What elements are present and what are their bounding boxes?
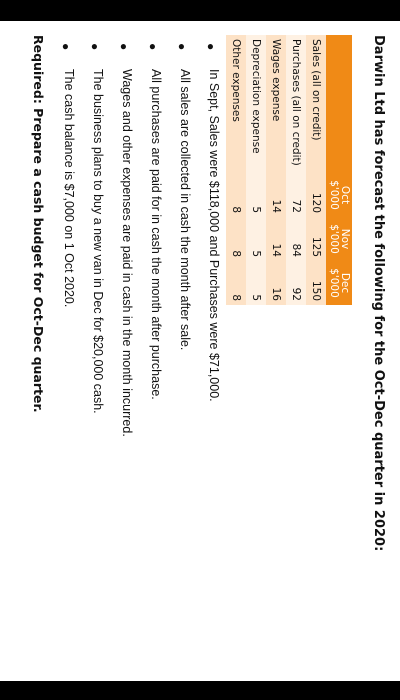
- list-item: [164, 43, 193, 437]
- header-dec: [326, 261, 352, 305]
- table-row-depreciation: [246, 35, 266, 305]
- cell-dec: 5: [246, 261, 266, 305]
- cell-dec: 92: [286, 261, 306, 305]
- rotated-document: [0, 21, 400, 681]
- list-item: [48, 43, 77, 437]
- header-month: Oct: [339, 185, 351, 205]
- header-nov: [326, 217, 352, 261]
- bullet-icon: ●: [146, 43, 160, 51]
- forecast-table: [226, 35, 352, 305]
- cell-dec: 16: [266, 261, 286, 305]
- row-label: Other expenses: [226, 35, 246, 173]
- top-black-border: [0, 0, 400, 21]
- header-unit: $'000: [328, 224, 340, 254]
- table-row-wages: [266, 35, 286, 305]
- cell-nov: 14: [266, 217, 286, 261]
- cell-dec: 8: [226, 261, 246, 305]
- list-item-text: All sales are collected in cash the month after sale.: [178, 69, 192, 351]
- cell-oct: 8: [226, 173, 246, 217]
- bottom-black-border: [0, 681, 400, 700]
- list-item: [193, 43, 222, 437]
- list-item-text: The cash balance is $7,000 on 1 Oct 2020.: [62, 69, 76, 308]
- row-label: Depreciation expense: [246, 35, 266, 173]
- list-item-text: All purchases are paid for in cash the month after purchase.: [149, 69, 163, 400]
- bullet-icon: ●: [88, 43, 102, 51]
- header-unit: $'000: [328, 268, 340, 298]
- cell-nov: 8: [226, 217, 246, 261]
- table-row-other-expenses: [226, 35, 246, 305]
- list-item-text: The business plans to buy a new van in Dec for $20,000 cash.: [91, 69, 105, 414]
- cell-dec: 150: [306, 261, 326, 305]
- header-month: Dec: [339, 272, 351, 294]
- cell-oct: 14: [266, 173, 286, 217]
- cell-oct: 72: [286, 173, 306, 217]
- header-oct: [326, 173, 352, 217]
- row-label: Wages expense: [266, 35, 286, 173]
- list-item: [135, 43, 164, 437]
- bullet-icon: ●: [204, 43, 218, 51]
- row-label: Sales (all on credit): [306, 35, 326, 173]
- cell-nov: 84: [286, 217, 306, 261]
- document-heading: Darwin Ltd has forecast the following for the Oct-Dec quarter in 2020:: [371, 35, 386, 552]
- list-item: [106, 43, 135, 437]
- header-unit: $'000: [328, 180, 340, 210]
- cell-nov: 125: [306, 217, 326, 261]
- bullet-icon: ●: [117, 43, 131, 51]
- table-row-purchases: [286, 35, 306, 305]
- assumptions-list: [48, 35, 222, 437]
- row-label: Purchases (all on credit): [286, 35, 306, 173]
- required-instruction: Required: Prepare a cash budget for Oct-Dec quarter.: [31, 35, 46, 413]
- cell-oct: 5: [246, 173, 266, 217]
- header-month: Nov: [339, 228, 351, 250]
- bullet-icon: ●: [175, 43, 189, 51]
- list-item: [77, 43, 106, 437]
- list-item-text: Wages and other expenses are paid in cash in the month incurred.: [120, 69, 134, 437]
- header-blank-cell: [326, 35, 352, 173]
- cell-nov: 5: [246, 217, 266, 261]
- cell-oct: 120: [306, 173, 326, 217]
- table-row-sales: [306, 35, 326, 305]
- table-header-row: [326, 35, 352, 305]
- list-item-text: In Sept, Sales were $118,000 and Purchases were $71,000.: [207, 69, 221, 402]
- bullet-icon: ●: [59, 43, 73, 51]
